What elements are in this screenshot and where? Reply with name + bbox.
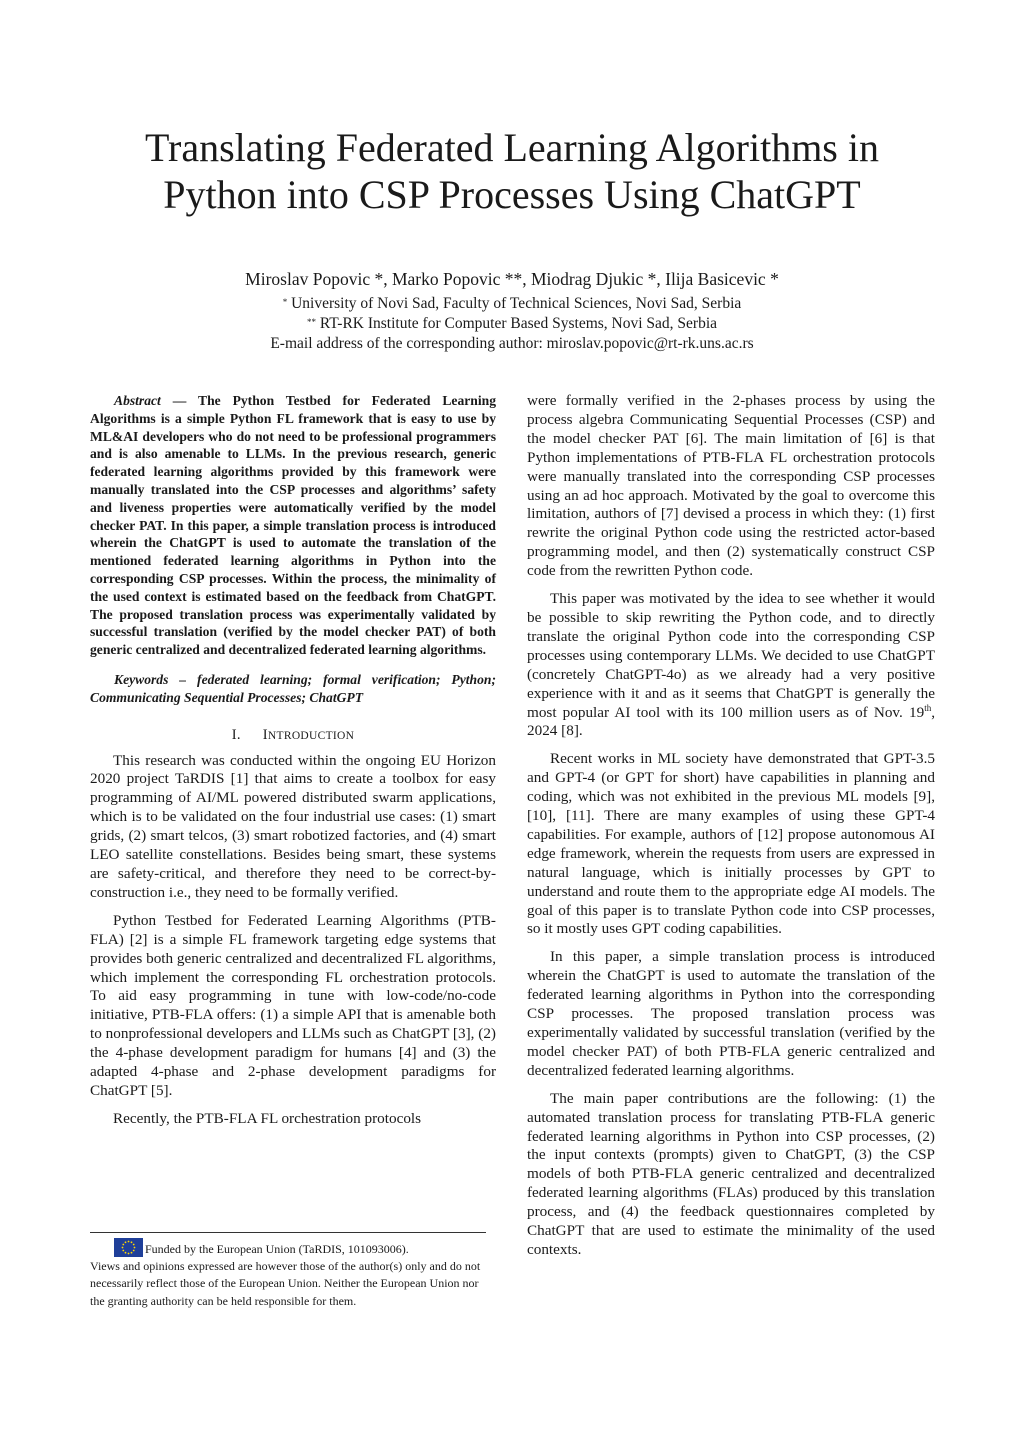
corresponding-email: E-mail address of the corresponding author: miroslav.popovic@rt-rk.uns.ac.rs [270,335,754,352]
ordinal-suffix: th [924,702,932,713]
intro-paragraph-7: The main paper contributions are the following: (1) the automated translation process for translating PTB-FLA generic federated learning algorithms in Python into CSP processes, (2) the input contexts (prompts) given to ChatGPT, (3) the CSP models of both PTB-FLA generic centralized and decentralized federated learning algorithms (FLAs) produced by this translation process, and (4) the feedback questionnaires completed by ChatGPT that are used to estimate the minimality of the used contexts. [527,1089,935,1258]
intro-paragraph-3: Recently, the PTB-FLA FL orchestration protocols [113,1109,422,1127]
paper-title [60,124,964,218]
intro-paragraph-4-text: This paper was motivated by the idea to see whether it would be possible to skip rewriting the Python code, and to directly translate the original Python code into the corresponding CSP processes using contemporary LLMs. We decided to use ChatGPT (concretely ChatGPT-4o) as we already had a very positive experience with it and as it seems that ChatGPT is generally the most popular AI tool with its 100 million users as of Nov. 19 [527,590,935,721]
section-title-initial: I [262,726,268,743]
section-title-rest: NTRODUCTION [267,729,355,742]
intro-paragraph-2: Python Testbed for Federated Learning Algorithms (PTB-FLA) [2] is a simple FL framework targeting edge systems that provides both generic centralized and decentralized FL algorithms, which implement the corresponding FL orchestration protocols. To aid easy programming in tune with low-code/no-code initiative, PTB-FLA offers: (1) a simple API that is amenable both to nonprofessional developers and LLMs such as ChatGPT [3], (2) the 4-phase development paradigm for humans [4] and (3) the adapted 4-phase and 2-phase development paradigms for ChatGPT [5]. [90,911,496,1099]
affiliation-2-mark: ** [306,317,316,327]
title-line-2: Python into CSP Processes Using ChatGPT [163,172,861,217]
left-column [90,392,496,1138]
intro-paragraph-1: This research was conducted within the ongoing EU Horizon 2020 project TaRDIS [1] that aims to create a toolbox for easy programming of AI/ML powered distributed swarm applications, which is to be validated on the four industrial use cases: (1) smart grids, (2) smart telcos, (3) smart robotized factories, and (4) smart LEO satellite constellations. Besides being smart, these systems are safety-critical, and therefore they need to be correct-by-construction i.e., they need to be formally verified. [90,751,496,901]
keywords: Keywords – federated learning; formal verification; Python; Communicating Sequential Processes; ChatGPT [90,671,496,705]
affiliation-2 [60,314,964,334]
eu-flag-icon [114,1238,143,1257]
section-number: I. [231,726,241,743]
title-line-1: Translating Federated Learning Algorithms in [145,125,879,170]
footnote [90,1238,482,1310]
intro-paragraph-3-continued: were formally verified in the 2-phases process by using the process algebra Communicating Sequential Processes (CSP) and the model checker PAT [6]. The main limitation of [6] is that Python implementations of PTB-FLA FL orchestration protocols were manually translated into the corresponding CSP processes using an ad hoc approach. Motivated by the goal to overcome this limitation, authors of [7] devised a process in which they: (1) first rewrite the original Python code using the restricted actor-based programming model, and then (2) systematically construct CSP code from the rewritten Python code. [527,392,935,580]
affiliation-1 [60,294,964,314]
affiliation-1-mark: * [282,297,288,307]
funding-disclaimer: Views and opinions expressed are however those of the author(s) only and do not necessarily reflect those of the European Union. Neither the European Union nor the granting authority can be held responsible for them. [90,1259,481,1308]
intro-paragraph-6: In this paper, a simple translation process is introduced wherein the ChatGPT is used to automate the translation of the federated learning algorithms in Python into the corresponding CSP processes. The proposed translation process was experimentally validated by successful translation (verified by the model checker PAT) of both PTB-FLA generic centralized and decentralized federated learning algorithms. [527,948,935,1079]
abstract [90,392,496,659]
author-list: Miroslav Popovic *, Marko Popovic **, Miodrag Djukic *, Ilija Basicevic * [245,269,779,289]
right-column [527,392,935,1269]
affiliation-2-text: RT-RK Institute for Computer Based Systems, Novi Sad, Serbia [315,315,718,332]
section-heading-introduction [90,725,496,746]
abstract-label: Abstract [114,393,161,408]
intro-paragraph-4 [527,590,935,741]
intro-paragraph-5: Recent works in ML society have demonstrated that GPT-3.5 and GPT-4 (or GPT for short) have capabilities in planning and coding, which was not exhibited in the previous ML models [9], [10], [11]. There are many examples of using these GPT-4 capabilities. For example, authors of [12] propose autonomous AI edge framework, wherein the requests from users are expressed in natural language, which is initially processes by GPT to understand and route them to the appropriate edge AI models. The goal of this paper is to translate Python code into CSP processes, so it mostly uses GPT coding capabilities. [527,750,935,938]
affiliation-1-text: University of Novi Sad, Faculty of Technical Sciences, Novi Sad, Serbia [287,295,742,312]
footnote-divider [90,1232,486,1233]
intro-paragraph-4-end: , 2024 [8]. [527,703,935,740]
funding-statement: Funded by the European Union (TaRDIS, 101093006). [145,1242,409,1256]
abstract-text: — The Python Testbed for Federated Learning Algorithms is a simple Python FL framework that is easy to use by ML&AI developers who do not need to be professional programmers and is also amenable to LLMs. In the previous research, generic federated learning algorithms provided by this framework were manually translated into the CSP processes and algorithms’ safety and liveness properties were automatically verified by the model checker PAT. In this paper, a simple translation process is introduced wherein the ChatGPT is used to automate the translation of the mentioned federated learning algorithms in Python into the corresponding CSP processes. Within the process, the minimality of the used context is estimated based on the feedback from ChatGPT. The proposed translation process was experimentally validated by successful translation (verified by the model checker PAT) of both generic centralized and decentralized federated learning algorithms. [90,393,496,658]
